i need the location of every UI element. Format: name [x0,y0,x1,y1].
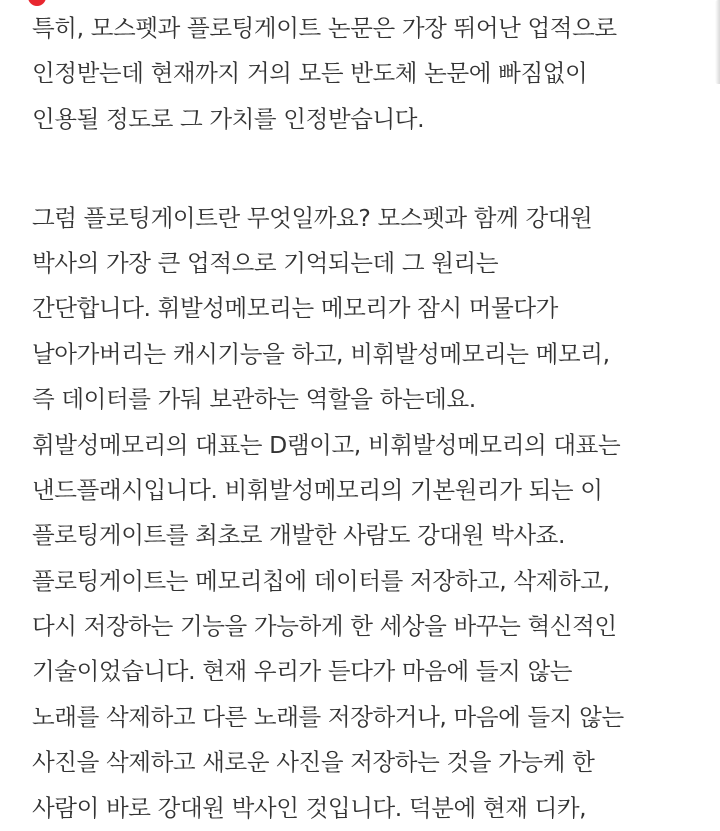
text-line: 인용될 정도로 그 가치를 인정받습니다. [32,104,425,133]
text-line: 사람이 바로 강대원 박사인 것입니다. 덕분에 현재 디카, [32,793,587,822]
text-line: 낸드플래시입니다. 비휘발성메모리의 기본원리가 되는 이 [32,475,603,504]
text-line: 즉 데이터를 가둬 보관하는 역할을 하는데요. [32,385,476,414]
scrollbar-edge[interactable] [715,0,720,84]
text-line: 플로팅게이트는 메모리칩에 데이터를 저장하고, 삭제하고, [32,566,610,595]
text-line: 사진을 삭제하고 새로운 사진을 저장하는 것을 가능케 한 [32,748,595,777]
text-line: 인정받는데 현재까지 거의 모든 반도체 논문에 빠짐없이 [32,59,588,88]
paragraph-2 [32,196,712,831]
text-line: 그럼 플로팅게이트란 무엇일까요? 모스펫과 함께 강대원 [32,203,593,232]
paragraph-spacer [32,142,712,187]
article-body [32,6,712,831]
text-line: 특히, 모스펫과 플로팅게이트 논문은 가장 뛰어난 업적으로 [32,14,617,42]
text-line: 다시 저장하는 기능을 가능하게 한 세상을 바꾸는 혁신적인 [32,612,617,641]
text-line: 노래를 삭제하고 다른 노래를 저장하거나, 마음에 들지 않는 [32,702,624,731]
text-line: 날아가버리는 캐시기능을 하고, 비휘발성메모리는 메모리, [32,339,610,368]
text-line: 박사의 가장 큰 업적으로 기억되는데 그 원리는 [32,248,499,277]
text-line: 간단합니다. 휘발성메모리는 메모리가 잠시 머물다가 [32,294,558,323]
paragraph-gap [32,188,712,196]
text-line: 기술이었습니다. 현재 우리가 듣다가 마음에 들지 않는 [32,657,573,686]
paragraph-1 [32,6,712,142]
text-line: 휘발성메모리의 대표는 D램이고, 비휘발성메모리의 대표는 [32,430,621,459]
text-line: 플로팅게이트를 최초로 개발한 사람도 강대원 박사죠. [32,521,566,550]
